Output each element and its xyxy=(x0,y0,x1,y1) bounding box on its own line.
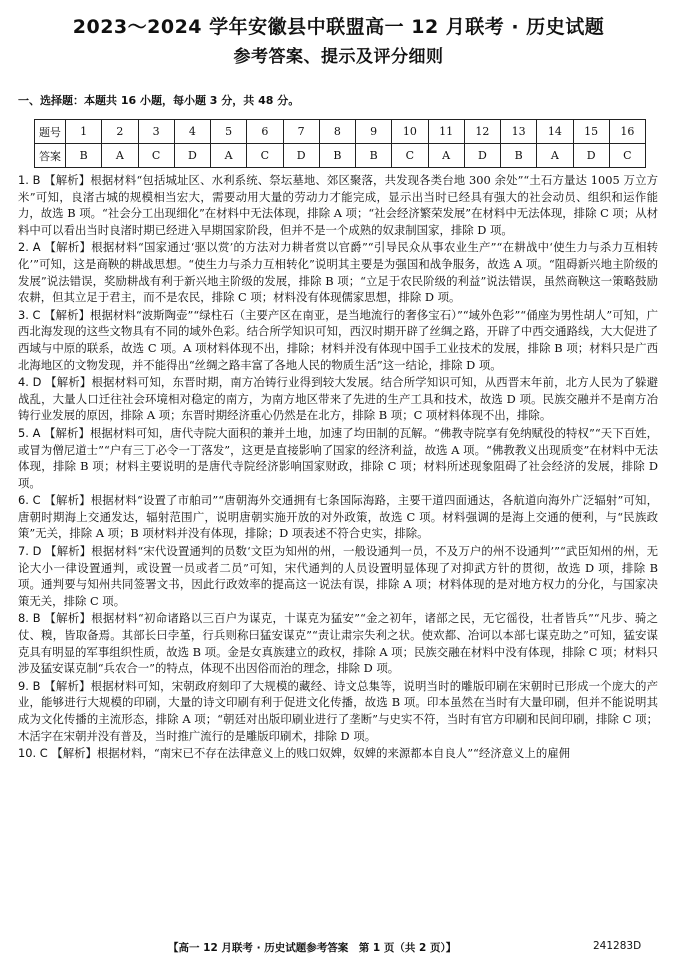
item-number: 3. C xyxy=(18,307,41,322)
explanations xyxy=(18,172,658,763)
answer-row xyxy=(35,144,646,168)
question-number-cell: 2 xyxy=(102,120,138,144)
answer-cell: D xyxy=(573,144,609,168)
item-number: 1. B xyxy=(18,173,41,187)
answer-cell: C xyxy=(138,144,174,168)
item-number: 4. D xyxy=(18,375,42,390)
item-number: 7. D xyxy=(18,544,42,559)
question-number-cell: 4 xyxy=(174,120,210,144)
item-text: 【解析】根据材料可知，宋朝政府刻印了大规模的藏经、诗文总集等，说明当时的雕版印刷在宋朝时已形成一个庞大的产业，能够进行大规模的印刷，大量的诗文印刷有利于促进文化传播，故选 B 项。印本虽然在当时有大量印刷，但并不能说明其成为文化传播的主流形态，排除 A 项；“朝廷对出版印刷业进行了垄断”与史实不符，当时有官方印刷和民间印刷，排除 C 项；木活字在宋朝并没有普及，当时推广流行的是雕版印刷术，排除 D 项。 xyxy=(18,678,658,743)
answer-cell: B xyxy=(356,144,392,168)
footer-page-info: 【高一 12 月联考 · 历史试题参考答案 第 1 页（共 2 页）】 xyxy=(168,942,457,954)
answer-cell: A xyxy=(537,144,573,168)
question-number-cell: 8 xyxy=(319,120,355,144)
item-number: 10. C xyxy=(18,746,48,761)
answer-table xyxy=(34,119,646,168)
question-number-cell: 14 xyxy=(537,120,573,144)
answer-cell: D xyxy=(174,144,210,168)
row-label-answer: 答案 xyxy=(35,144,66,168)
explanation-item xyxy=(18,610,658,676)
answer-cell: A xyxy=(211,144,247,168)
question-number-cell: 5 xyxy=(211,120,247,144)
item-number: 5. A xyxy=(18,425,41,440)
question-number-cell: 7 xyxy=(283,120,319,144)
item-text: 【解析】根据材料“国家通过‘驱以赏’的方法对力耕者赏以官爵”“引导民众从事农业生产”“在耕战中‘使生力与杀力互相转化’”可知，这是商鞅的耕战思想。“使生力与杀力互相转化”说明其主要是为强国和战争服务，故选 A 项。“阻碍新兴地主阶级的发展”说法错误，奖励耕战有利于新兴地主阶级的发展，排除 B 项；“立足于农民阶级的利益”说法错误，虽然商鞅这一策略鼓励农耕，但其立足于君主，而不是农民，排除 C 项；材料没有体现儒家思想，排除 D 项。 xyxy=(18,240,659,305)
item-text: 【解析】根据材料“初命诸路以三百户为谋克，十谋克为猛安”“金之初年，诸部之民，无它徭役，壮者皆兵”“凡步、骑之仗、糗，皆取备焉。其部长曰孛堇，行兵则称曰猛安谋克”“责让肃宗失利之状。使欢都、冶诃以本部七谋克助之”可知，猛安谋克具有明显的军事组织性质，故选 B 项。金是女真族建立的政权，排除 A 项；民族交融在材料中没有体现，排除 C 项；材料只涉及猛安谋克制“兵农合一”的特点，体现不出因俗而治的理念，排除 D 项。 xyxy=(18,611,658,676)
question-number-cell: 6 xyxy=(247,120,283,144)
answer-cell: A xyxy=(102,144,138,168)
item-text: 【解析】根据材料“波斯陶壶”“绿柱石（主要产区在南亚，是当地流行的奢侈宝石）”“域外色彩”“俑座为男性胡人”可知，广西北海发现的这些文物具有不同的域外色彩。结合所学知识可知，西汉时期开辟了丝绸之路，开辟了中西交通路线，大大促进了西域与中原的联系，故选 C 项。A 项材料体现不出，排除；材料并没有体现中国手工业技术的发展，排除 B 项；材料只是广西北海地区的文物发现，并不能得出“丝绸之路丰富了各地人民的物质生活”这一结论，排除 D 项。 xyxy=(18,307,658,372)
answer-cell: B xyxy=(319,144,355,168)
question-number-cell: 13 xyxy=(501,120,537,144)
answer-cell: D xyxy=(283,144,319,168)
question-number-cell: 15 xyxy=(573,120,609,144)
item-text: 【解析】根据材料“宋代设置通判的员数‘文臣为知州的州，一般设通判一员，不及万户的州不设通判’”“武臣知州的州，无论大小一律设置通判，或设置一员或者二员”可知，宋代通判的人员设置明显体现了对抑武方针的贯彻，故选 D 项，排除 B 项。通判要与知州共同签署文书，因此行政效率的提高这一说法有误，排除 A 项；材料体现的是对地方权力的分化，与国家决策无关，排除 C 项。 xyxy=(18,544,659,608)
item-text: 【解析】根据材料“设置了市舶司”“唐朝海外交通拥有七条国际海路，主要干道四面通达，各航道向海外广泛辐射”可知，唐朝时期海上交通发达，辐射范围广，说明唐朝实施开放的对外政策，故选 C 项。材料强调的是海上交通的便利，与“民族政策”无关，排除 A 项；B 项材料并没有体现，排除；D 项表述不符合史实，排除。 xyxy=(18,493,659,541)
explanation-item xyxy=(18,745,658,762)
item-number: 6. C xyxy=(18,493,41,508)
explanation-item xyxy=(18,239,658,305)
item-text: 【解析】根据材料可知，唐代寺院大面积的兼并土地，加速了均田制的瓦解。“佛教寺院享有免纳赋役的特权”“天下百姓，或冒为僧尼道士”“户有三丁必令一丁落发”，这更是直接影响了国家的经济利益，故选 A 项。“佛教教义出现质变”在材料中无法体现，排除 B 项；材料主要说明的是唐代寺院经济影响国家财政，排除 C 项；材料所述现象阻碍了社会经济的发展，排除 D 项。 xyxy=(18,425,658,490)
item-text: 【解析】根据材料可知，东晋时期，南方冶铸行业得到较大发展。结合所学知识可知，从西晋末年前，北方人民为了躲避战乱，大量人口迁往社会环境相对稳定的南方，为南方地区带来了先进的生产工具和技术，故选 D 项。民族交融并不是南方冶铸行业发展的原因，排除 A 项；东晋时期经济重心仍然是在北方，排除 B 项；C 项材料体现不出，排除。 xyxy=(18,375,658,423)
item-text: 【解析】根据材料，“南宋已不存在法律意义上的贱口奴婢，奴婢的来源都本自良人”“经济意义上的雇佣 xyxy=(51,746,570,761)
answer-cell: C xyxy=(247,144,283,168)
row-label-number: 题号 xyxy=(35,120,66,144)
question-number-cell: 1 xyxy=(66,120,102,144)
question-number-cell: 12 xyxy=(464,120,500,144)
item-number: 9. B xyxy=(18,678,41,693)
explanation-item xyxy=(18,374,658,424)
section-heading: 一、选择题：本题共 16 小题，每小题 3 分，共 48 分。 xyxy=(18,94,300,107)
answer-cell: D xyxy=(464,144,500,168)
item-number: 8. B xyxy=(18,611,41,626)
explanation-item xyxy=(18,678,658,744)
question-number-cell: 16 xyxy=(609,120,645,144)
explanation-item xyxy=(18,425,658,491)
question-number-cell: 3 xyxy=(138,120,174,144)
answer-cell: C xyxy=(609,144,645,168)
item-number: 2. A xyxy=(18,240,41,255)
explanation-item xyxy=(18,492,658,542)
explanation-item xyxy=(18,543,658,609)
question-number-cell: 11 xyxy=(428,120,464,144)
question-number-row xyxy=(35,120,646,144)
answer-cell: B xyxy=(501,144,537,168)
item-text: 【解析】根据材料“包括城址区、水利系统、祭坛墓地、郊区聚落，共发现各类台地 300 余处”“土石方量达 1005 万立方米”可知，良渚古城的规模相当宏大，需要动用大量的劳动力才能完成，显示出当时已经具有强大的社会动员、组织和运作能力，故选 B 项。“社会分工出现细化”在材料中无法体现，排除 A 项；“社会经济繁荣发展”在材料中无法体现，排除 C 项；从材料中可以看出当时良渚时期已经进入早期国家阶段，但并不是一个成熟的奴隶制国家，排除 D 项。 xyxy=(18,173,658,237)
page-subtitle: 参考答案、提示及评分细则 xyxy=(233,47,444,67)
footer-code: 241283D xyxy=(593,940,642,952)
question-number-cell: 9 xyxy=(356,120,392,144)
page-title: 2023～2024 学年安徽县中联盟高一 12 月联考 · 历史试题 xyxy=(72,16,605,38)
answer-cell: A xyxy=(428,144,464,168)
explanation-item xyxy=(18,307,658,373)
explanation-item xyxy=(18,172,658,238)
question-number-cell: 10 xyxy=(392,120,428,144)
answer-cell: C xyxy=(392,144,428,168)
answer-cell: B xyxy=(66,144,102,168)
